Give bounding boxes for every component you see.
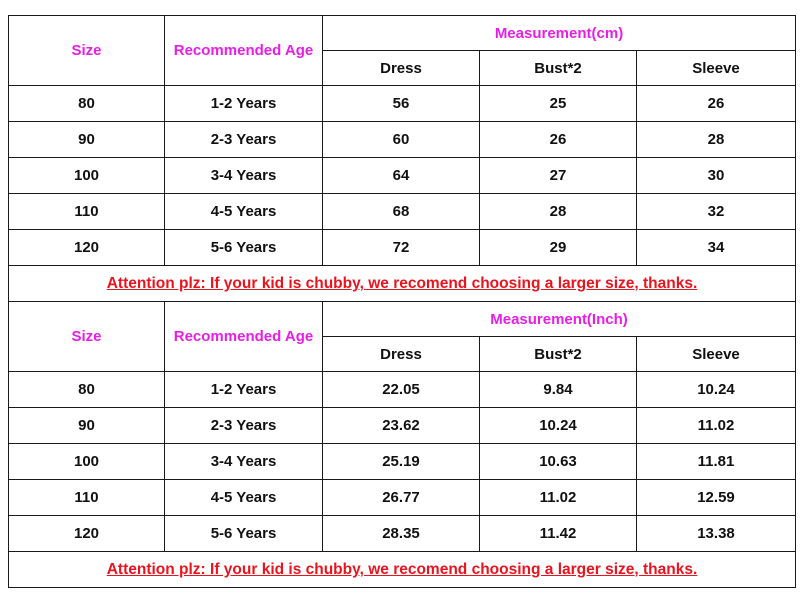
size-cell: 120 xyxy=(9,516,165,552)
recommended-age-header: Recommended Age xyxy=(165,16,323,86)
size-cell: 110 xyxy=(9,480,165,516)
size-cell: 100 xyxy=(9,444,165,480)
sleeve-cell: 30 xyxy=(637,158,796,194)
dress-column-header: Dress xyxy=(323,337,480,372)
age-cell: 4-5 Years xyxy=(165,194,323,230)
dress-cell: 60 xyxy=(323,122,480,158)
bust-cell: 29 xyxy=(480,230,637,266)
bust-cell: 9.84 xyxy=(480,372,637,408)
bust-column-header: Bust*2 xyxy=(480,337,637,372)
size-header: Size xyxy=(9,16,165,86)
dress-cell: 68 xyxy=(323,194,480,230)
bust-column-header: Bust*2 xyxy=(480,51,637,86)
measurement-inch-header: Measurement(Inch) xyxy=(323,302,796,337)
size-cell: 100 xyxy=(9,158,165,194)
age-cell: 3-4 Years xyxy=(165,444,323,480)
table-row xyxy=(9,158,796,194)
bust-cell: 25 xyxy=(480,86,637,122)
age-cell: 1-2 Years xyxy=(165,372,323,408)
bust-cell: 10.24 xyxy=(480,408,637,444)
size-header: Size xyxy=(9,302,165,372)
sleeve-cell: 13.38 xyxy=(637,516,796,552)
sleeve-cell: 28 xyxy=(637,122,796,158)
inch-header-row xyxy=(9,302,796,337)
table-row xyxy=(9,480,796,516)
bust-cell: 11.02 xyxy=(480,480,637,516)
bust-cell: 10.63 xyxy=(480,444,637,480)
sleeve-cell: 11.02 xyxy=(637,408,796,444)
table-row xyxy=(9,194,796,230)
size-cell: 120 xyxy=(9,230,165,266)
notice-row xyxy=(9,266,796,302)
sleeve-cell: 34 xyxy=(637,230,796,266)
chubby-size-notice: Attention plz: If your kid is chubby, we recomend choosing a larger size, thanks. xyxy=(9,552,796,588)
age-cell: 3-4 Years xyxy=(165,158,323,194)
sleeve-cell: 12.59 xyxy=(637,480,796,516)
size-cell: 80 xyxy=(9,372,165,408)
sleeve-cell: 32 xyxy=(637,194,796,230)
dress-cell: 28.35 xyxy=(323,516,480,552)
age-cell: 5-6 Years xyxy=(165,516,323,552)
dress-cell: 22.05 xyxy=(323,372,480,408)
cm-header-row xyxy=(9,16,796,51)
sleeve-cell: 26 xyxy=(637,86,796,122)
age-cell: 2-3 Years xyxy=(165,408,323,444)
dress-cell: 23.62 xyxy=(323,408,480,444)
age-cell: 4-5 Years xyxy=(165,480,323,516)
dress-column-header: Dress xyxy=(323,51,480,86)
sleeve-column-header: Sleeve xyxy=(637,51,796,86)
age-cell: 2-3 Years xyxy=(165,122,323,158)
bust-cell: 11.42 xyxy=(480,516,637,552)
chubby-size-notice: Attention plz: If your kid is chubby, we recomend choosing a larger size, thanks. xyxy=(9,266,796,302)
bust-cell: 28 xyxy=(480,194,637,230)
dress-cell: 25.19 xyxy=(323,444,480,480)
recommended-age-header: Recommended Age xyxy=(165,302,323,372)
notice-row xyxy=(9,552,796,588)
age-cell: 1-2 Years xyxy=(165,86,323,122)
size-chart-table xyxy=(8,15,796,588)
table-row xyxy=(9,444,796,480)
table-row xyxy=(9,122,796,158)
size-cell: 80 xyxy=(9,86,165,122)
dress-cell: 72 xyxy=(323,230,480,266)
table-row xyxy=(9,230,796,266)
table-row xyxy=(9,86,796,122)
table-row xyxy=(9,516,796,552)
size-cell: 110 xyxy=(9,194,165,230)
size-cell: 90 xyxy=(9,122,165,158)
age-cell: 5-6 Years xyxy=(165,230,323,266)
bust-cell: 27 xyxy=(480,158,637,194)
dress-cell: 64 xyxy=(323,158,480,194)
sleeve-column-header: Sleeve xyxy=(637,337,796,372)
table-row xyxy=(9,408,796,444)
measurement-cm-header: Measurement(cm) xyxy=(323,16,796,51)
sleeve-cell: 11.81 xyxy=(637,444,796,480)
sleeve-cell: 10.24 xyxy=(637,372,796,408)
bust-cell: 26 xyxy=(480,122,637,158)
dress-cell: 56 xyxy=(323,86,480,122)
size-cell: 90 xyxy=(9,408,165,444)
table-row xyxy=(9,372,796,408)
dress-cell: 26.77 xyxy=(323,480,480,516)
